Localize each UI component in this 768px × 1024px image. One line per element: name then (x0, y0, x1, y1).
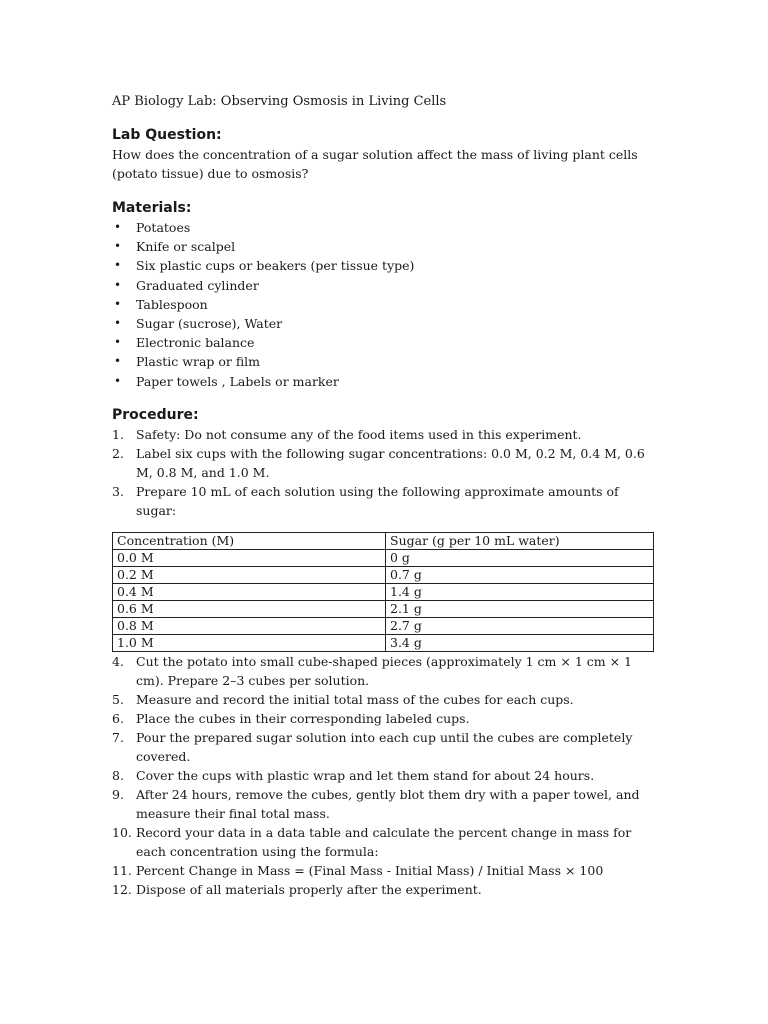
materials-heading: Materials: (112, 200, 192, 216)
procedure-step (112, 766, 660, 785)
step-text: Pour the prepared sugar solution into each cup until the cubes are completely covered. (136, 729, 633, 764)
list-item: • Graduated cylinder (112, 276, 660, 295)
table-cell: 1.0 M (113, 634, 386, 651)
table-row (113, 617, 654, 634)
document-page (112, 92, 660, 899)
step-text: Place the cubes in their corresponding labeled cups. (136, 710, 470, 726)
table-cell: 1.4 g (386, 583, 654, 600)
step-text: Prepare 10 mL of each solution using the following approximate amounts of sugar: (136, 483, 619, 518)
procedure-step (112, 690, 660, 709)
bullet-icon: • (114, 258, 122, 273)
lab-question-heading: Lab Question: (112, 127, 222, 143)
sugar-concentration-table (112, 532, 654, 652)
table-cell: 0.2 M (113, 566, 386, 583)
list-item: • Knife or scalpel (112, 237, 660, 256)
list-item: • Electronic balance (112, 333, 660, 352)
procedure-step (112, 482, 660, 520)
step-text: After 24 hours, remove the cubes, gently blot them dry with a paper towel, and measure their final total mass. (136, 786, 640, 821)
step-number: 1. (112, 426, 124, 442)
step-number: 4. (112, 653, 124, 669)
table-cell: 3.4 g (386, 634, 654, 651)
bullet-icon: • (114, 316, 122, 331)
table-row (113, 566, 654, 583)
table-row (113, 583, 654, 600)
step-number: 11. (112, 862, 132, 878)
procedure-step (112, 444, 660, 482)
bullet-icon: • (114, 220, 122, 234)
bullet-icon: • (114, 373, 122, 388)
table-cell: 2.1 g (386, 600, 654, 617)
table-cell: 0.6 M (113, 600, 386, 617)
table-cell: 0.8 M (113, 617, 386, 634)
procedure-steps-after-table (112, 652, 660, 899)
procedure-steps-before-table (112, 425, 660, 520)
step-text: Record your data in a data table and calculate the percent change in mass for each concentration using the formula: (136, 824, 632, 859)
step-number: 9. (112, 786, 124, 802)
bullet-icon: • (114, 354, 122, 369)
bullet-icon: • (114, 277, 122, 292)
step-number: 10. (112, 824, 132, 840)
step-number: 8. (112, 767, 124, 783)
list-item: • Sugar (sucrose), Water (112, 314, 660, 333)
step-number: 12. (112, 881, 132, 897)
procedure-step (112, 823, 660, 861)
bullet-icon: • (114, 296, 122, 311)
list-item: • Plastic wrap or film (112, 352, 660, 371)
table-header-row (113, 532, 654, 549)
step-text: Percent Change in Mass = (Final Mass - Initial Mass) / Initial Mass × 100 (136, 862, 604, 878)
procedure-step (112, 425, 660, 444)
procedure-heading: Procedure: (112, 406, 199, 423)
step-number: 6. (112, 710, 124, 726)
table-cell: 0 g (386, 549, 654, 566)
list-item: • Tablespoon (112, 295, 660, 314)
step-number: 7. (112, 729, 124, 745)
step-number: 3. (112, 483, 124, 499)
table-row (113, 634, 654, 651)
column-header-concentration: Concentration (M) (113, 532, 386, 549)
table-cell: 0.0 M (113, 549, 386, 566)
table-cell: 0.4 M (113, 583, 386, 600)
procedure-step (112, 709, 660, 728)
table-row (113, 549, 654, 566)
table-cell: 0.7 g (386, 566, 654, 583)
bullet-icon: • (114, 335, 122, 350)
procedure-step (112, 785, 660, 823)
table-row (113, 600, 654, 617)
procedure-step (112, 880, 660, 899)
procedure-step (112, 728, 660, 766)
materials-list (112, 218, 660, 391)
step-text: Label six cups with the following sugar concentrations: 0.0 M, 0.2 M, 0.4 M, 0.6 M, 0.8 M, and 1.0 M. (136, 445, 645, 480)
list-item: • Paper towels , Labels or marker (112, 372, 660, 391)
procedure-step (112, 861, 660, 880)
step-text: Cut the potato into small cube-shaped pieces (approximately 1 cm × 1 cm × 1 cm). Prepare 2–3 cubes per solution. (136, 653, 632, 688)
step-number: 5. (112, 691, 124, 707)
step-number: 2. (112, 445, 124, 461)
bullet-icon: • (114, 239, 122, 254)
step-text: Cover the cups with plastic wrap and let them stand for about 24 hours. (136, 767, 595, 783)
column-header-sugar: Sugar (g per 10 mL water) (386, 532, 654, 549)
step-text: Dispose of all materials properly after the experiment. (136, 881, 482, 897)
table-cell: 2.7 g (386, 617, 654, 634)
list-item: • Potatoes (112, 218, 660, 237)
procedure-step (112, 652, 660, 690)
lab-question-text: How does the concentration of a sugar solution affect the mass of living plant cells (potato tissue) due to osmosis? (112, 147, 638, 181)
list-item: • Six plastic cups or beakers (per tissue type) (112, 256, 660, 275)
document-title: AP Biology Lab: Observing Osmosis in Living Cells (112, 94, 447, 109)
step-text: Safety: Do not consume any of the food items used in this experiment. (136, 426, 582, 442)
step-text: Measure and record the initial total mass of the cubes for each cups. (136, 691, 574, 707)
